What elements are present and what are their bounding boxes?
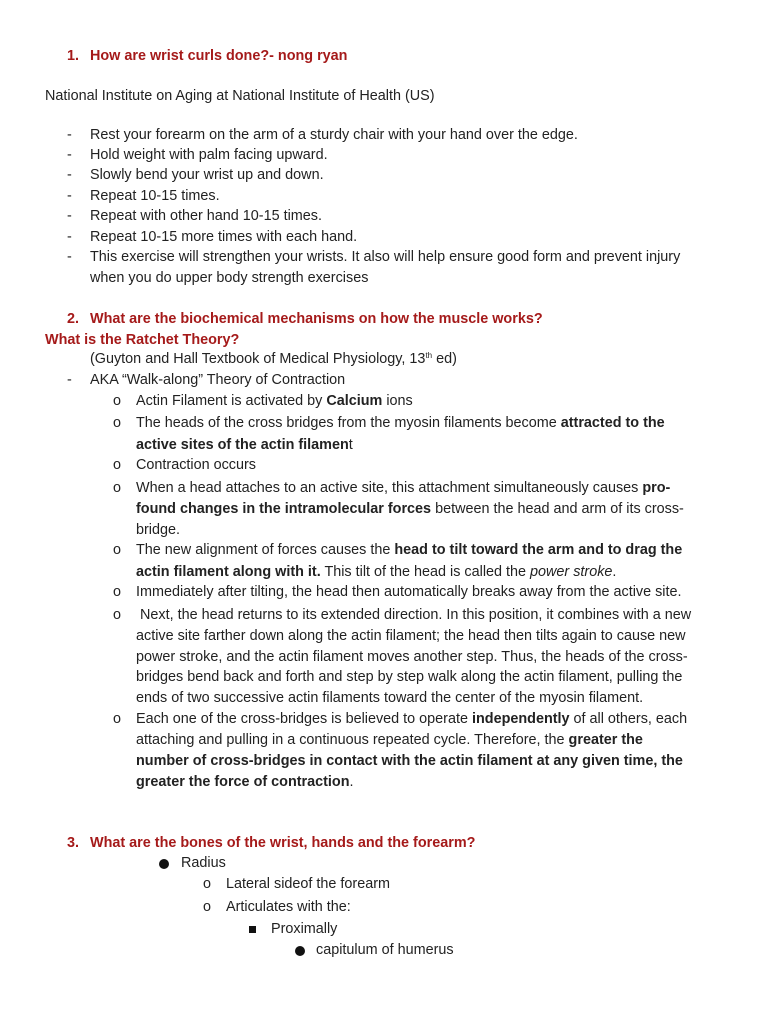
citation-text-end: ed): [432, 351, 457, 367]
source-citation-2: [90, 349, 457, 369]
text-run: between the head and arm of its cross-: [431, 501, 684, 517]
bold-run: active sites of the actin filamen: [136, 437, 349, 453]
list-item-continuation: power stroke, and the actin filament moves another step. Thus, the heads of the cross-: [136, 649, 688, 665]
bold-run: head to tilt toward the arm and to drag the: [394, 542, 683, 558]
bold-run: Calcium: [326, 393, 383, 409]
list-item-continuation: [136, 499, 684, 519]
italic-run: power stroke: [530, 564, 613, 580]
q2-subheading: What is the Ratchet Theory?: [45, 332, 240, 348]
list-item-continuation: ends of two successive actin filaments toward the center of the myosin filament.: [136, 690, 644, 706]
bold-run: actin filament along with it.: [136, 564, 321, 580]
dash-bullet: -: [67, 208, 72, 224]
list-item-continuation: [136, 435, 353, 455]
dash-bullet: -: [67, 167, 72, 183]
text-run: .: [349, 774, 354, 790]
tree-item-lateral: Lateral sideof the forearm: [226, 876, 390, 892]
circle-bullet: o: [113, 607, 122, 623]
text-run: Each one of the cross-bridges is believed to operate: [136, 711, 472, 727]
circle-bullet: o: [113, 393, 122, 409]
list-item-continuation: bridges bend back and forth and step by step walk along the actin filament, pulling the: [136, 669, 683, 685]
dash-bullet: -: [67, 249, 72, 265]
text-run: The new alignment of forces causes the: [136, 542, 395, 558]
list-item: [136, 391, 413, 411]
list-item-continuation: number of cross-bridges in contact with the actin filament at any given time, the: [136, 753, 683, 769]
list-item: Repeat with other hand 10-15 times.: [90, 208, 322, 224]
list-item: Slowly bend your wrist up and down.: [90, 167, 324, 183]
circle-bullet: o: [203, 899, 212, 915]
list-item: [136, 540, 682, 560]
dash-bullet: -: [67, 372, 72, 388]
text-run: ions: [382, 393, 413, 409]
square-bullet: [249, 926, 256, 933]
text-run: This tilt of the head is called the: [320, 564, 531, 580]
circle-bullet: o: [113, 542, 122, 558]
citation-superscript: th: [425, 351, 433, 360]
list-item-continuation: [136, 772, 354, 792]
bold-run: greater the: [568, 732, 643, 748]
list-item: Immediately after tilting, the head then automatically breaks away from the active site.: [136, 584, 682, 600]
q1-heading: How are wrist curls done?- nong ryan: [90, 48, 348, 64]
list-item-continuation: bridge.: [136, 522, 181, 538]
q2-number: 2.: [67, 311, 80, 327]
list-item: [136, 478, 670, 498]
circle-bullet: o: [203, 876, 212, 892]
text-run: .: [612, 564, 617, 580]
citation-text: (Guyton and Hall Textbook of Medical Physiology, 13: [90, 351, 426, 367]
bold-run: independently: [471, 711, 570, 727]
list-item: Next, the head returns to its extended direction. In this position, it combines with a new: [136, 607, 692, 623]
list-item: This exercise will strengthen your wrists. It also will help ensure good form and prevent injury: [90, 249, 681, 265]
circle-bullet: o: [113, 584, 122, 600]
bold-run: greater the force of contraction: [136, 774, 350, 790]
dash-bullet: -: [67, 188, 72, 204]
source-citation-1: National Institute on Aging at National Institute of Health (US): [45, 88, 435, 104]
q1-number: 1.: [67, 48, 80, 64]
filled-circle-bullet: [295, 946, 305, 956]
tree-item-proximally: Proximally: [271, 921, 338, 937]
text-run: The heads of the cross bridges from the myosin filaments become: [136, 415, 561, 431]
q3-heading: What are the bones of the wrist, hands and the forearm?: [90, 835, 476, 851]
list-item-continuation: [136, 730, 643, 750]
list-item-continuation: when you do upper body strength exercises: [90, 270, 369, 286]
list-item: Contraction occurs: [136, 457, 256, 473]
list-item: [136, 413, 665, 433]
dash-bullet: -: [67, 147, 72, 163]
list-item-continuation: [136, 562, 616, 582]
tree-item-radius: Radius: [181, 855, 226, 871]
list-item: [136, 709, 687, 729]
circle-bullet: o: [113, 480, 122, 496]
text-run: Actin Filament is activated by: [136, 393, 327, 409]
tree-item-capitulum: capitulum of humerus: [316, 942, 454, 958]
tree-item-articulates: Articulates with the:: [226, 899, 351, 915]
text-run: When a head attaches to an active site, this attachment simultaneously causes: [136, 480, 643, 496]
text-run: of all others, each: [569, 711, 688, 727]
circle-bullet: o: [113, 457, 122, 473]
list-item: Repeat 10-15 more times with each hand.: [90, 229, 358, 245]
filled-circle-bullet: [159, 859, 169, 869]
bold-run: found changes in the intramolecular forces: [136, 501, 432, 517]
aka-line: AKA “Walk-along” Theory of Contraction: [90, 372, 346, 388]
dash-bullet: -: [67, 229, 72, 245]
q2-heading: What are the biochemical mechanisms on how the muscle works?: [90, 311, 543, 327]
circle-bullet: o: [113, 415, 122, 431]
dash-bullet: -: [67, 127, 72, 143]
bold-run: pro-: [642, 480, 671, 496]
list-item: Hold weight with palm facing upward.: [90, 147, 328, 163]
text-run: attaching and pulling in a continuous repeated cycle. Therefore, the: [136, 732, 569, 748]
q3-number: 3.: [67, 835, 80, 851]
list-item: Rest your forearm on the arm of a sturdy chair with your hand over the edge.: [90, 127, 578, 143]
list-item: Repeat 10-15 times.: [90, 188, 220, 204]
bold-run: attracted to the: [560, 415, 665, 431]
list-item-continuation: active site farther down along the actin filament; the head then tilts again to cause new: [136, 628, 686, 644]
circle-bullet: o: [113, 711, 122, 727]
text-run: t: [348, 437, 353, 453]
